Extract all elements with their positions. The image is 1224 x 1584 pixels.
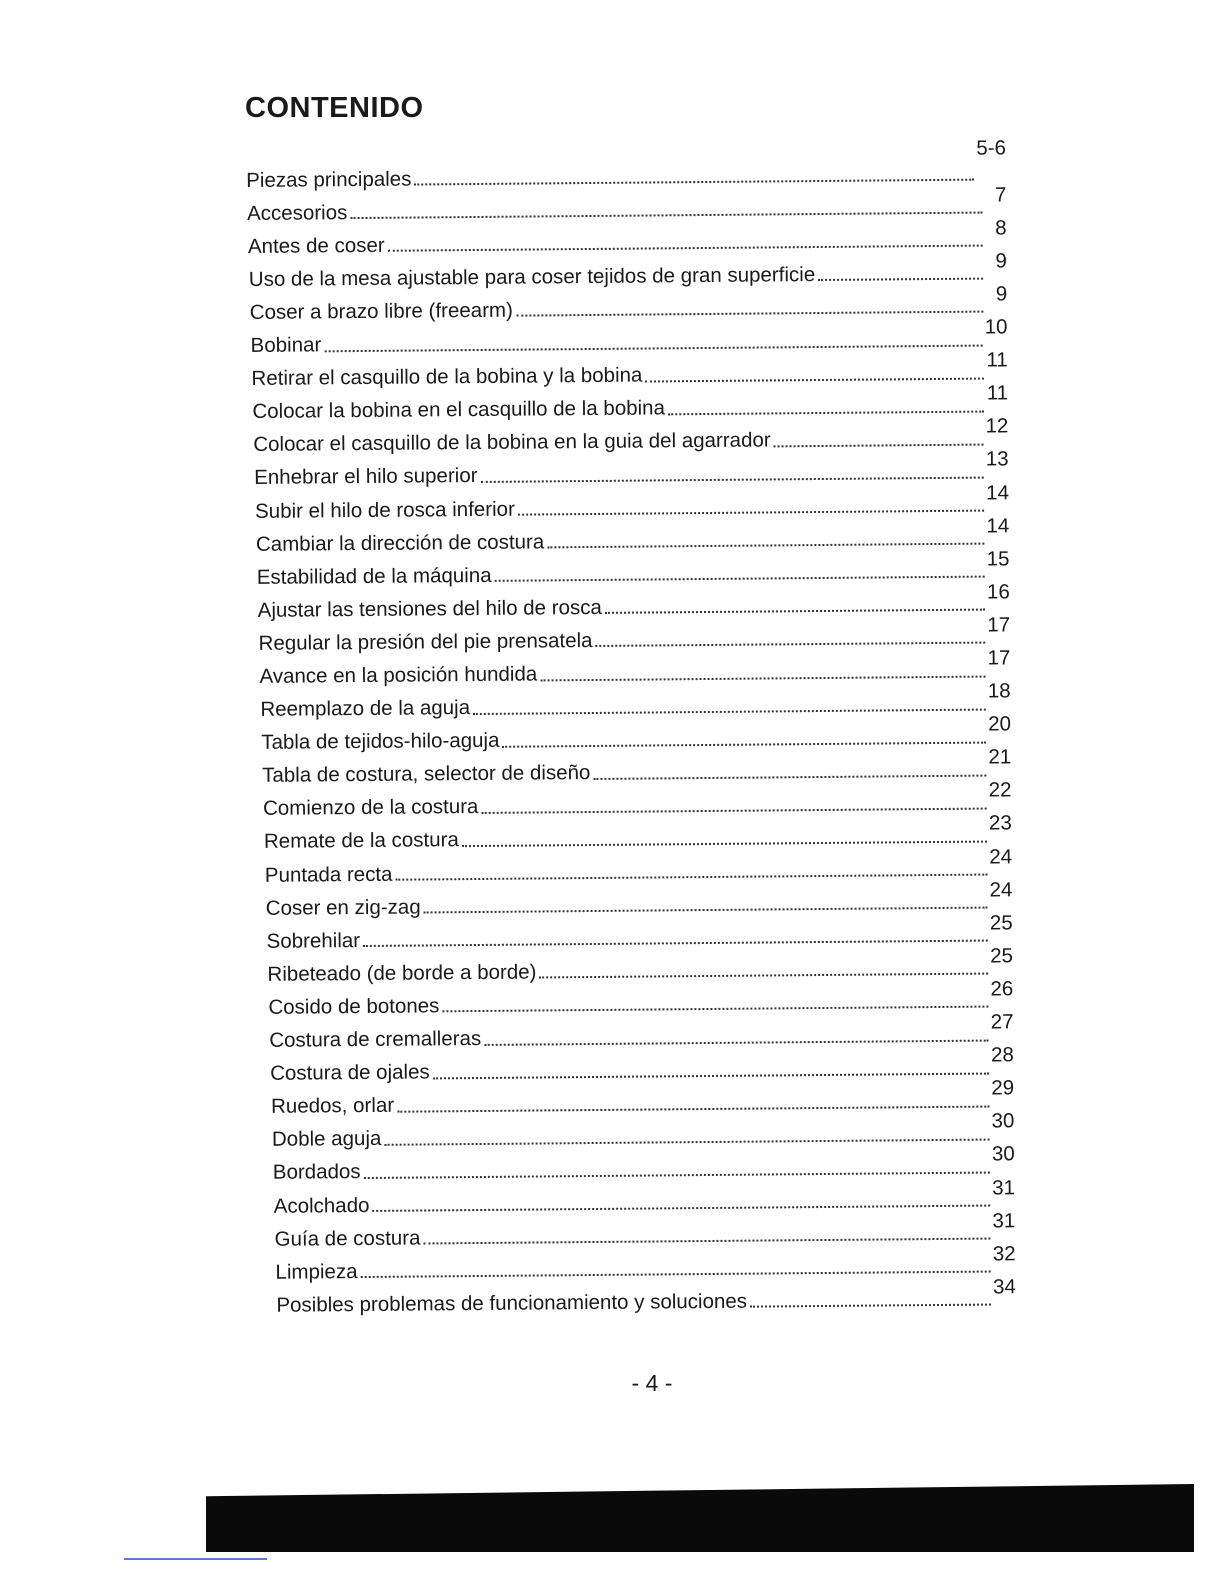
toc-entry-page-number: 9 <box>995 249 1008 273</box>
toc-entry-label: Acolchado <box>273 1193 370 1218</box>
toc-entry-label: Puntada recta <box>264 862 393 887</box>
dot-leader <box>424 907 988 914</box>
toc-entry-label: Ajustar las tensiones del hilo de rosca <box>257 595 602 622</box>
toc-entry-page-number: 16 <box>986 580 1010 604</box>
toc-entry-label: Avance en la posición hundida <box>259 662 538 688</box>
toc-entry-label: Antes de coser <box>247 233 385 258</box>
toc-entry-page-number: 32 <box>992 1242 1016 1266</box>
toc-entry-page-number: 28 <box>990 1043 1014 1067</box>
toc-entry-page-number: 31 <box>992 1208 1016 1233</box>
toc-entry-page-number: 13 <box>985 447 1009 471</box>
toc-entry-page-number: 9 <box>995 282 1008 306</box>
toc-entry-page-number: 14 <box>986 513 1010 538</box>
toc-entry-page-number: 26 <box>990 977 1014 1001</box>
toc-entry-label: Colocar la bobina en el casquillo de la bobina <box>252 396 666 424</box>
toc-entry-label: Estabilidad de la máquina <box>256 563 492 589</box>
toc-entry-label: Remate de la costura <box>263 828 459 854</box>
dot-leader <box>484 1039 989 1045</box>
dot-leader <box>481 807 986 813</box>
toc-entry-label: Tabla de tejidos-hilo-aguja <box>261 728 500 755</box>
dot-leader <box>442 1006 988 1013</box>
toc-entry-label: Sobrehilar <box>266 928 361 953</box>
dot-leader <box>388 245 983 252</box>
dot-leader <box>516 311 983 317</box>
toc-entry-label: Colocar el casquillo de la bobina en la guia del agarrador <box>253 428 771 457</box>
dot-leader <box>481 477 984 483</box>
toc-entry-label: Enhebrar el hilo superior <box>254 464 478 490</box>
dot-leader <box>397 1105 989 1112</box>
toc-entry-page-number: 25 <box>989 911 1013 935</box>
dot-leader <box>668 410 984 415</box>
dot-leader <box>364 1171 990 1178</box>
dot-leader <box>324 344 983 352</box>
toc-entry-page-number: 30 <box>991 1109 1015 1133</box>
dot-leader <box>645 377 984 382</box>
scan-edge-line <box>124 1558 267 1560</box>
dot-leader <box>818 278 983 281</box>
dot-leader <box>414 179 974 186</box>
toc-entry-page-number: 24 <box>989 877 1013 902</box>
toc-entry-page-number: 12 <box>985 414 1009 438</box>
toc-entry-page-number: 17 <box>987 646 1011 670</box>
toc-entry-page-number: 30 <box>991 1142 1015 1166</box>
toc-entry-label: Posibles problemas de funcionamiento y soluciones <box>276 1289 748 1317</box>
toc-entry-page-number: 29 <box>991 1076 1015 1100</box>
dot-leader <box>473 708 986 714</box>
toc-entry-label: Guía de costura <box>274 1226 421 1251</box>
toc-entry-page-number: 17 <box>987 613 1011 637</box>
dot-leader <box>372 1205 990 1212</box>
dot-leader <box>540 675 985 681</box>
toc-entry-page-number: 5-6 <box>976 135 1007 160</box>
toc-entry-label: Costura de ojales <box>270 1060 430 1085</box>
toc-entry-page-number: 15 <box>986 547 1010 571</box>
toc-entry-label: Ruedos, orlar <box>270 1093 395 1119</box>
toc-entry-label: Limpieza <box>275 1259 358 1284</box>
toc-entry-label: Ribeteado (de borde a borde) <box>267 960 537 986</box>
toc-entry-label: Piezas principales <box>246 167 412 192</box>
dot-leader <box>363 940 988 947</box>
toc-entry-page-number: 22 <box>988 778 1012 802</box>
toc-entry-page-number: 27 <box>990 1010 1014 1034</box>
dot-leader <box>350 212 982 220</box>
toc-entry-page-number: 21 <box>988 745 1012 769</box>
toc-entry-label: Cosido de botones <box>268 994 440 1019</box>
dot-leader <box>539 973 988 979</box>
dot-leader <box>518 510 984 516</box>
dot-leader <box>462 841 987 848</box>
toc-entry-label: Coser en zig-zag <box>265 895 421 920</box>
toc-entry-page-number: 25 <box>990 944 1014 968</box>
dot-leader <box>750 1304 991 1308</box>
toc-entry-page-number: 23 <box>988 811 1012 836</box>
page-number: - 4 - <box>631 1370 673 1396</box>
toc-entry-label: Subir el hilo de rosca inferior <box>254 497 515 523</box>
toc-entry-label: Costura de cremalleras <box>269 1027 482 1052</box>
toc-entry-page-number: 8 <box>995 216 1007 240</box>
toc-entry-label: Uso de la mesa ajustable para coser tejidos de gran superficie <box>248 262 816 291</box>
dot-leader <box>396 874 988 881</box>
dot-leader <box>774 443 984 447</box>
dot-leader <box>593 774 986 779</box>
dot-leader <box>596 642 986 647</box>
toc-entry-label: Comienzo de la costura <box>262 795 479 821</box>
dot-leader <box>433 1072 989 1079</box>
toc-entry-page-number: 24 <box>989 844 1013 869</box>
toc-entry-label: Reemplazo de la aguja <box>260 696 471 721</box>
toc-entry-label: Bobinar <box>250 333 322 358</box>
dot-leader <box>605 609 985 614</box>
dot-leader <box>502 741 986 747</box>
page-title: CONTENIDO <box>245 92 424 124</box>
toc-entry-page-number: 11 <box>986 381 1009 405</box>
toc-entry-page-number: 34 <box>992 1275 1016 1299</box>
table-of-contents <box>246 135 1016 1318</box>
toc-entry-page-number: 20 <box>988 712 1012 736</box>
dot-leader <box>424 1238 991 1245</box>
toc-entry-label: Retirar el casquillo de la bobina y la bobina <box>251 363 643 391</box>
toc-entry-label: Bordados <box>272 1160 361 1185</box>
toc-entry-page-number: 7 <box>994 183 1007 207</box>
toc-entry-label: Tabla de costura, selector de diseño <box>262 761 591 788</box>
dot-leader <box>495 576 985 582</box>
dot-leader <box>361 1271 991 1279</box>
dot-leader <box>384 1138 989 1145</box>
toc-entry-label: Doble aguja <box>271 1127 382 1152</box>
toc-entry-page-number: 11 <box>986 348 1008 372</box>
toc-entry-page-number: 14 <box>986 480 1010 505</box>
toc-entry-label: Regular la presión del pie prensatela <box>258 628 593 655</box>
toc-entry-page-number: 10 <box>984 315 1008 339</box>
toc-entry-page-number: 31 <box>992 1175 1016 1200</box>
scan-edge-bar <box>206 1484 1194 1552</box>
toc-entry[interactable] <box>256 1275 1016 1319</box>
toc-entry-label: Accesorios <box>246 200 348 225</box>
dot-leader <box>547 543 984 549</box>
toc-entry-label: Coser a brazo libre (freearm) <box>249 298 513 324</box>
toc-entry-label: Cambiar la dirección de costura <box>255 530 545 556</box>
toc-entry-page-number: 18 <box>987 679 1011 703</box>
